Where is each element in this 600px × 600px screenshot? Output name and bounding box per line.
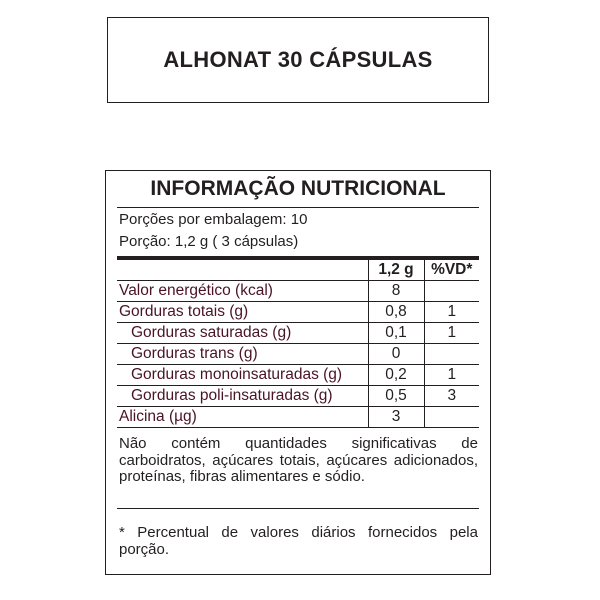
insignificant-note: Não contém quantidades significativas de carboidratos, açúcares totais, açúcares adicionados, proteínas, fibras alimentares e sódio.: [119, 435, 478, 485]
header-blank: [117, 260, 368, 281]
dv-footnote: * Percentual de valores diários fornecidos pela porção.: [119, 524, 478, 558]
header-dv: %VD*: [424, 260, 479, 281]
nutrient-dv: 1: [424, 365, 479, 386]
nutrient-amount: 0: [368, 344, 424, 365]
nutrient-dv: 3: [424, 386, 479, 407]
nutrient-dv: [424, 407, 479, 428]
nutrient-dv: 1: [424, 323, 479, 344]
table-row: [117, 365, 479, 386]
nutrient-amount: 3: [368, 407, 424, 428]
table-row: [117, 344, 479, 365]
table-row: [117, 323, 479, 344]
footnote-divider: [117, 508, 479, 509]
product-title-box: [107, 17, 489, 103]
nutrient-label: Gorduras totais (g): [117, 302, 368, 323]
panel-title: INFORMAÇÃO NUTRICIONAL: [150, 177, 446, 200]
title-divider: [117, 207, 479, 208]
nutrient-dv: [424, 344, 479, 365]
nutrient-label: Alicina (µg): [117, 407, 368, 428]
nutrient-amount: 0,1: [368, 323, 424, 344]
portions-per-package: Porções por embalagem: 10: [119, 211, 308, 228]
nutrient-amount: 8: [368, 281, 424, 302]
nutrient-label: Gorduras monoinsaturadas (g): [117, 365, 368, 386]
nutrient-dv: 1: [424, 302, 479, 323]
header-portion: 1,2 g: [368, 260, 424, 281]
nutrition-facts-panel: [105, 170, 491, 575]
nutrient-label: Gorduras poli-insaturadas (g): [117, 386, 368, 407]
nutrient-amount: 0,2: [368, 365, 424, 386]
portion-size: Porção: 1,2 g ( 3 cápsulas): [119, 233, 299, 250]
nutrient-amount: 0,8: [368, 302, 424, 323]
nutrition-table: [117, 260, 479, 428]
table-row: [117, 302, 479, 323]
nutrient-dv: [424, 281, 479, 302]
table-header-row: [117, 260, 479, 281]
nutrient-label: Gorduras saturadas (g): [117, 323, 368, 344]
nutrient-label: Valor energético (kcal): [117, 281, 368, 302]
table-row: [117, 386, 479, 407]
nutrient-label: Gorduras trans (g): [117, 344, 368, 365]
table-row: [117, 281, 479, 302]
product-title: ALHONAT 30 CÁPSULAS: [163, 47, 433, 72]
nutrient-amount: 0,5: [368, 386, 424, 407]
table-row: [117, 407, 479, 428]
